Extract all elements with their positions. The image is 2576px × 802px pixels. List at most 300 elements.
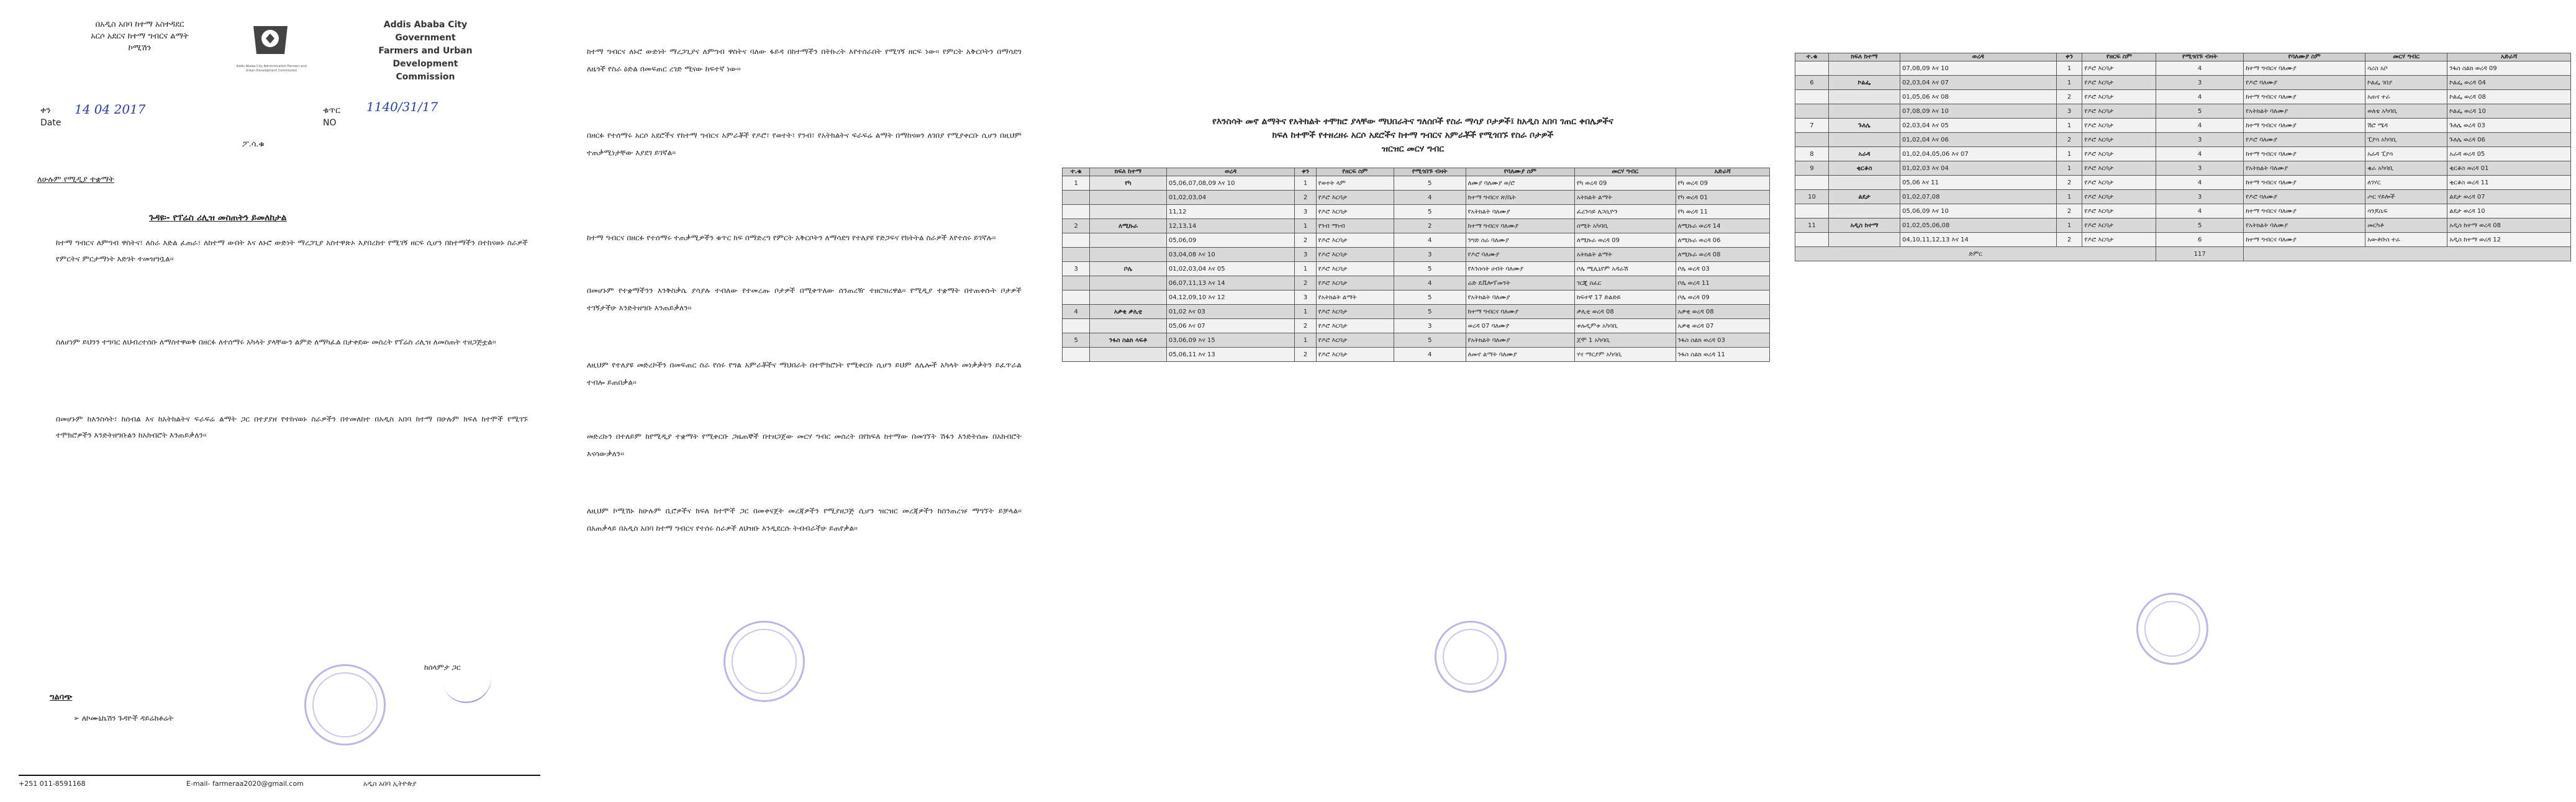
cell-day: 2 [2056,176,2082,190]
cell-subcity: ጉለሌ [1828,119,1900,133]
cell-field: የዶሮ እርባታ [2082,147,2156,161]
cell-no: 1 [1063,176,1090,191]
column-header: ተ.ቁ [1063,168,1090,176]
cell-field: የዶሮ እርባታ [1316,305,1394,319]
total-label: ድምር [1795,247,2156,261]
page2-paragraph: ከተማ ግብርና በዘርፉ የተሰማሩ ተጠቃሚዎችን ቁጥር ከፍ በማድረግ የምርት አቅርቦትን ለማሳደግ የተለያዩ የድጋፍና የክትትል ስራዎች እየተሰሩ ይገኛሉ፡፡ [587,233,996,242]
cell-program: ቄራ አካባቢ [2365,161,2447,176]
cell-subcity: የካ [1090,176,1167,191]
cell-subcity: ንፋስ ስልክ ላፍቶ [1090,333,1167,348]
cell-count: 5 [1394,305,1466,319]
cell-day: 1 [1295,333,1316,348]
cell-subcity [1090,348,1167,362]
cell-addr: ቦሌ ወረዳ 09 [1676,291,1769,305]
cell-woreda: 04,12,09,10 እና 12 [1166,291,1294,305]
cell-no: 4 [1063,305,1090,319]
cell-program: የካ ወረዳ 09 [1575,176,1676,191]
cell-day: 2 [1295,348,1316,362]
cell-count: 4 [1394,191,1466,205]
cell-no [1063,205,1090,219]
cell-program: ጀሞ 1 አካባቢ [1575,333,1676,348]
cell-no [1795,204,1829,219]
cell-subcity [1090,319,1167,333]
cell-day: 1 [1295,305,1316,319]
cell-expert: ለሙያ ባለሙያ ወ/ሮ [1466,176,1574,191]
cell-woreda: 12,13,14 [1166,219,1294,233]
cell-addr: የካ ወረዳ 01 [1676,191,1769,205]
cell-program: አትክልት ልማት [1575,248,1676,262]
cell-count: 5 [1394,205,1466,219]
cell-field: የዶሮ እርባታ [2082,61,2156,76]
cell-addr: ለሚኩራ ወረዳ 06 [1676,233,1769,248]
cell-count: 3 [2156,133,2244,147]
cell-day: 2 [1295,276,1316,291]
commission-logo-icon [241,14,300,66]
cell-woreda: 05,06 እና 11 [1900,176,2056,190]
cell-expert: የዶሮ ባለሙያ [2244,133,2365,147]
cell-woreda: 03,06,09 እና 15 [1166,333,1294,348]
cell-count: 4 [1394,233,1466,248]
cell-expert: ወረዳ 07 ባለሙያ [1466,319,1574,333]
cell-count: 4 [1394,276,1466,291]
cell-field: የአትክልት ልማት [1316,291,1394,305]
cell-count: 4 [1394,348,1466,362]
schedule-title [1062,115,1764,156]
cell-no: 6 [1795,76,1829,90]
cc-item-text: ለኮሙኒኬሽን ጉዳዮች ዳይሬክቶሬት [81,714,174,723]
table-row [1795,219,2571,233]
cell-subcity: ኮልፌ [1828,76,1900,90]
column-header: መርሃ ግብር [1575,168,1676,176]
column-header: ቀን [1295,168,1316,176]
footer-city: አዲስ አበባ ኢትዮጵያ [363,780,417,788]
column-header: ወረዳ [1166,168,1294,176]
table-row [1795,233,2571,247]
page2-paragraph: ከተማ ግብርና ለኑሮ ውድነት ማረጋጊያና ለምግብ ዋስትና ባለው ፋይዳ በከተማችን በትኩረት እየተሰራበት የሚገኝ ዘርፍ ነው፡፡ የምርት አቅርቦትን በማሳደግ ለዜጎች የስራ ዕድል በመፍጠር ረገድ ሚናው ከፍተኛ ነው፡፡ [587,47,1022,73]
cell-woreda: 01,02,03 እና 04 [1900,161,2056,176]
schedule-title-line: ዝርዝር መርሃ ግብር [1381,144,1444,154]
total-blank [2244,247,2571,261]
cell-program: አጠና ተራ [2365,90,2447,104]
column-header: መርሃ ግብር [2365,53,2447,61]
letter-paragraph: በመሆኑም ከእንስሳት፣ ከሰብል እና ከአትክልትና ፍራፍሬ ልማት ጋር በተያያዘ የተከናወኑ ስራዎችን በተመለከተ በአዲስ አበባ ከተማ በሁሉም ክፍለ ከተሞች የሚገኙ ተሞክሮዎችን እንድትዘግቡልን ከአክብሮት እንጠይቃለን፡፡ [56,415,528,439]
schedule-page-2 [1789,0,2576,802]
addressee: ለሁሉም የሚዲያ ተቋማት [37,175,114,184]
cell-expert: የአትክልት ባለሙያ [1466,333,1574,348]
cell-expert: የዶሮ ባለሙያ [1466,248,1574,262]
cell-no: 3 [1063,262,1090,276]
cell-expert: ከተማ ግብርና ባለሙያ [2244,176,2365,190]
logo-caption: Addis Ababa City Administration Farmers and Urban Development Commission [236,65,307,73]
official-stamp [723,621,805,702]
cell-program: ኮልፌ ገበያ [2365,76,2447,90]
cell-day: 2 [1295,319,1316,333]
letterhead-en-line: Commission [396,72,455,82]
cell-addr: ጉለሌ ወረዳ 06 [2447,133,2571,147]
cell-day: 1 [2056,147,2082,161]
cell-count: 4 [2156,147,2244,161]
cell-day: 3 [2056,104,2082,119]
table-row [1063,276,1770,291]
cell-no [1063,276,1090,291]
cell-count: 3 [1394,319,1466,333]
cell-count: 4 [2156,61,2244,76]
cell-field: የዶሮ እርባታ [2082,233,2156,247]
cell-woreda: 01,02 እና 03 [1166,305,1294,319]
cell-woreda: 01,02,04 እና 06 [1900,133,2056,147]
cell-addr: ለሚኩራ ወረዳ 14 [1676,219,1769,233]
letterhead-am-line: ኮሚሽን [128,43,152,53]
cell-no [1063,233,1090,248]
cell-no [1063,348,1090,362]
total-row [1795,247,2571,261]
cell-program: ሳንጆሴፍ [2365,204,2447,219]
continuation-page [559,0,1043,802]
cell-field: የዶሮ እርባታ [2082,119,2156,133]
cell-addr: ልደታ ወረዳ 07 [2447,190,2571,204]
cell-day: 3 [1295,205,1316,219]
cell-count: 5 [1394,176,1466,191]
cell-count: 4 [2156,176,2244,190]
cell-no [1795,176,1829,190]
cell-day: 1 [2056,61,2082,76]
cell-addr: አዲስ ከተማ ወረዳ 08 [2447,219,2571,233]
cell-program: ለገሃር [2365,176,2447,190]
cell-field: የዶሮ እርባታ [1316,205,1394,219]
cell-no [1063,191,1090,205]
cell-addr: አቃቂ ወረዳ 07 [1676,319,1769,333]
cell-woreda: 05,06,11 እና 13 [1166,348,1294,362]
footer-divider [19,775,540,776]
cell-program: ከፍተኛ 17 ድልድይ [1575,291,1676,305]
cell-expert: ከተማ ግብርና ባለሙያ [2244,147,2365,161]
cell-no [1795,233,1829,247]
cell-addr: የካ ወረዳ 09 [1676,176,1769,191]
cell-woreda: 05,06,09 እና 10 [1900,204,2056,219]
cc-item: ➢ ለኮሙኒኬሽን ጉዳዮች ዳይሬክቶሬት [73,714,174,723]
cell-count: 5 [1394,333,1466,348]
cell-woreda: 01,05,06 እና 08 [1900,90,2056,104]
official-stamp [2136,593,2208,665]
cell-addr: ንፋስ ስልክ ወረዳ 09 [2447,61,2571,76]
ref-label-en: NO [323,118,337,128]
total-value: 117 [2156,247,2244,261]
footer-email: E-mail- farmeraa2020@gmail.com [186,780,304,788]
cell-count: 2 [1394,219,1466,233]
cell-field: የዶሮ እርባታ [2082,161,2156,176]
table-row [1795,76,2571,90]
cell-program: ቃሊቲ ወረዳ 08 [1575,305,1676,319]
cell-woreda: 01,02,05,06,08 [1900,219,2056,233]
table-row [1063,333,1770,348]
cell-field: የዶሮ እርባታ [2082,90,2156,104]
date-label-en: Date [40,118,61,128]
cell-woreda: 07,08,09 እና 10 [1900,104,2056,119]
cell-field: የዶሮ እርባታ [2082,76,2156,90]
table-row [1795,104,2571,119]
table-row [1795,176,2571,190]
cell-subcity [1828,233,1900,247]
cell-no: 5 [1063,333,1090,348]
letterhead-am-line: በአዲስ አበባ ከተማ አስተዳደር [95,20,184,29]
cell-no [1795,104,1829,119]
cell-addr: አቃቂ ወረዳ 08 [1676,305,1769,319]
cell-expert: ከተማ ግብርና ባለሙያ [2244,119,2365,133]
cell-subcity [1828,133,1900,147]
column-header: የዘርፍ ስም [2082,53,2156,61]
cell-subcity [1090,191,1167,205]
cell-field: የዶሮ እርባታ [2082,176,2156,190]
table-row [1795,61,2571,76]
cell-woreda: 06,07,11,13 እና 14 [1166,276,1294,291]
cell-day: 2 [1295,233,1316,248]
cell-field: የዶሮ እርባታ [1316,319,1394,333]
cell-program: ቱሉዲምቱ አካባቢ [1575,319,1676,333]
cell-program: ቦሌ ሚሊኒየም አዳራሽ [1575,262,1676,276]
cell-no: 7 [1795,119,1829,133]
cell-no: 9 [1795,161,1829,176]
cell-subcity: አቃቂ ቃሊቲ [1090,305,1167,319]
cell-no [1063,319,1090,333]
cell-addr: ቂርቆስ ወረዳ 01 [2447,161,2571,176]
cell-expert: ከተማ ግብርና ባለሙያ [1466,305,1574,319]
cell-program: ለሚኩራ ወረዳ 09 [1575,233,1676,248]
cell-addr: ቦሌ ወረዳ 11 [1676,276,1769,291]
cell-subcity [1090,248,1167,262]
cell-expert: የዶሮ ባለሙያ [2244,76,2365,90]
cc-title: ግልባጭ [50,693,73,702]
cell-addr: አዲስ ከተማ ወረዳ 12 [2447,233,2571,247]
signature [442,672,496,708]
cell-program: ሰሚት አካባቢ [1575,219,1676,233]
cell-count: 5 [1394,262,1466,276]
cell-subcity [1090,205,1167,219]
cell-addr: ቦሌ ወረዳ 03 [1676,262,1769,276]
cell-no: 2 [1063,219,1090,233]
table-row [1063,262,1770,276]
cell-count: 5 [2156,219,2244,233]
ref-value: 1140/31/17 [366,99,438,114]
letterhead-amharic [59,19,220,54]
cell-field: የዶሮ እርባታ [2082,133,2156,147]
letterhead-english [360,19,491,84]
signer: ከሰላምታ ጋር [424,663,461,672]
cell-program: ጦር ሃይሎች [2365,190,2447,204]
table-row [1063,305,1770,319]
cell-addr: ኮልፌ ወረዳ 10 [2447,104,2571,119]
cell-expert: የአትክልት ባለሙያ [2244,104,2365,119]
cell-day: 2 [2056,204,2082,219]
cell-woreda: 05,06,09 [1166,233,1294,248]
cell-woreda: 03,04,08 እና 10 [1166,248,1294,262]
cell-field: የዶሮ እርባታ [2082,204,2156,219]
cell-woreda: 02,03,04 እና 07 [1900,76,2056,90]
cell-addr: አራዳ ወረዳ 05 [2447,147,2571,161]
letter-paragraph: ከተማ ግብርና ለምግብ ዋስትና፣ ለስራ እድል ፈጠራ፣ ለከተማ ውበት እና ለኑሮ ውድነት ማረጋጊያ አስተዋጽኦ እያበረከተ የሚገኝ ዘርፍ ሲሆን በከተማችን በተከናወኑ ስራዎች የምርትና ምርታማነት እድገት ተመዝግቧል፡፡ [56,238,528,263]
table-row [1063,233,1770,248]
cell-field: የዶሮ እርባታ [1316,233,1394,248]
cell-day: 1 [1295,262,1316,276]
cell-no: 11 [1795,219,1829,233]
column-header: የሚጎበኙ ብዛት [1394,168,1466,176]
cell-field: የዶሮ እርባታ [1316,333,1394,348]
column-header: የባለሙያ ስም [1466,168,1574,176]
cell-expert: ከተማ ግብርና ባለሙያ [2244,233,2365,247]
cell-addr: ኮልፌ ወረዳ 04 [2447,76,2571,90]
cell-day: 3 [1295,248,1316,262]
cell-addr: ንፋስ ስልክ ወረዳ 03 [1676,333,1769,348]
cell-addr: ጉለሌ ወረዳ 03 [2447,119,2571,133]
cell-subcity: ለሚኩራ [1090,219,1167,233]
letter-page [0,0,559,802]
table-row [1063,176,1770,191]
schedule-title-line: የእንስሳት መኖ ልማትና የአትክልት ተሞክሮ ያላቸው ማህበራትና ግለሰቦች የስራ ማሳያ ቦታዎች፤ ከአዲስ አበባ ገጠር ቀበሌዎችና [1212,117,1613,127]
cell-expert: የአትክልት ባለሙያ [2244,219,2365,233]
cell-subcity [1828,90,1900,104]
cell-program: ሽሮ ሜዳ [2365,119,2447,133]
cell-day: 2 [2056,90,2082,104]
letterhead-en-line: Farmers and Urban Development [378,46,473,69]
cell-day: 1 [2056,119,2082,133]
cell-program: ሃና ማርያም አካባቢ [1575,348,1676,362]
table-row [1063,291,1770,305]
cell-no: 10 [1795,190,1829,204]
cell-expert: ከተማ ግብርና ባለሙያ [2244,90,2365,104]
cell-program: መርካቶ [2365,219,2447,233]
table-row [1063,191,1770,205]
cell-subcity [1828,176,1900,190]
cell-program: ሳሪስ አቦ [2365,61,2447,76]
date-value: 14 04 2017 [75,102,146,117]
cell-field: የዶሮ እርባታ [2082,104,2156,119]
letter-paragraph: ስለሆነም ይህንን ተግባር ለህብረተሰቡ ለማስተዋወቅ በዘርፉ ለተሰማሩ አካላት ያላቸውን ልምድ ለማካፈል በታቀደው መሰረት የፕሬስ ሪሊዝ ለመስጠት ተዘጋጅቷል፡፡ [56,338,496,346]
page2-paragraph: ለዚህም የተለያዩ መድረኮችን በመፍጠር ስራ የሰሩ የግል አምራቾችና ማህበራት በተሞክሮነት የሚቀርቡ ሲሆን ይህም ለሌሎች አካላት መነቃቃትን ይፈጥራል ተብሎ ይጠበቃል፡፡ [587,361,1022,387]
table-row [1795,90,2571,104]
cell-no [1795,133,1829,147]
cell-no [1063,248,1090,262]
cell-program: ፒያሳ አካባቢ [2365,133,2447,147]
cell-woreda: 07,08,09 እና 10 [1900,61,2056,76]
cell-field: የንብ ማነብ [1316,219,1394,233]
cell-day: 1 [2056,76,2082,90]
cell-count: 4 [2156,119,2244,133]
column-header: አድራሻ [1676,168,1769,176]
page2-paragraph: መድረኩን በተለይም ከየሚዲያ ተቋማት የሚቀርቡ ጋዜጠኞች በተዘጋጀው መርሃ ግብር መሰረት በየክፍለ ከተማው በመገኘት ሽፋን እንድትሰጡ በአክብሮት እናሳውቃለን፡፡ [587,432,1022,458]
cell-day: 3 [1295,291,1316,305]
cell-subcity [1828,104,1900,119]
cell-woreda: 02,03,04 እና 05 [1900,119,2056,133]
column-header: የባለሙያ ስም [2244,53,2365,61]
column-header: ክፍለ ከተማ [1828,53,1900,61]
page2-paragraph: በዘርፉ የተሰማሩ አርሶ አደሮችና የከተማ ግብርና አምራቾች የዶሮ፣ የወተት፣ የንብ፣ የአትክልትና ፍራፍሬ ልማት በማከናወን ለገበያ የሚያቀርቡ ሲሆን በዚህም ተጠቃሚነታቸው እያደገ ይገኛል፡፡ [587,131,1022,157]
cell-day: 2 [1295,191,1316,205]
cell-count: 4 [2156,90,2244,104]
column-header: ክፍለ ከተማ [1090,168,1167,176]
cell-no: 8 [1795,147,1829,161]
column-header: ወረዳ [1900,53,2056,61]
cell-expert: የዶሮ ባለሙያ [2244,190,2365,204]
cell-subcity [1090,291,1167,305]
cell-subcity [1090,276,1167,291]
cell-woreda: 01,02,07,08 [1900,190,2056,204]
cell-no [1795,61,1829,76]
cell-no [1063,291,1090,305]
ref-label-am: ቁጥር [323,106,340,115]
page2-paragraph: ለዚህም ኮሚሽኑ ከሁሉም ቢሮዎችና ክፍለ ከተሞች ጋር በመቀናጀት መረጃዎችን የሚያዘጋጅ ሲሆን ዝርዝር መረጃዎችን ከሰንጠረዡ ማግኘት ይቻላል፡፡ በአጠቃላይ በአዲስ አበባ ከተማ ግብርና የተሰሩ ስራዎች ለህዝቡ እንዲደርሱ ትብብራችሁ ይጠየቃል፡፡ [587,507,1022,533]
cell-count: 5 [1394,291,1466,305]
table-row [1063,248,1770,262]
cell-count: 3 [2156,161,2244,176]
cell-field: የወተት ላም [1316,176,1394,191]
official-stamp [1435,621,1507,693]
cell-program: አውቶቡስ ተራ [2365,233,2447,247]
cell-day: 1 [2056,161,2082,176]
table-row [1063,348,1770,362]
footer-phone: +251 011-8591168 [19,780,86,788]
pobox: ፖ.ሳ.ቁ [242,140,265,149]
cell-count: 3 [2156,190,2244,204]
cell-program: አትክልት ልማት [1575,191,1676,205]
table-header-row [1063,168,1770,176]
table-row [1063,205,1770,219]
table-row [1795,204,2571,219]
cell-woreda: 05,06 እና 07 [1166,319,1294,333]
column-header: ተ.ቁ [1795,53,1829,61]
cell-count: 3 [1394,248,1466,262]
cell-expert: የአትክልት ባለሙያ [1466,205,1574,219]
official-stamp [304,664,386,746]
cell-day: 2 [2056,133,2082,147]
cell-field: የዶሮ እርባታ [1316,348,1394,362]
cell-addr: ቂርቆስ ወረዳ 11 [2447,176,2571,190]
cell-subcity: ልደታ [1828,190,1900,204]
cell-field: የዶሮ እርባታ [1316,262,1394,276]
cell-addr: ኮልፌ ወረዳ 08 [2447,90,2571,104]
cell-field: የዶሮ እርባታ [2082,190,2156,204]
cell-subcity: አዲስ ከተማ [1828,219,1900,233]
column-header: አድራሻ [2447,53,2571,61]
cell-day: 1 [1295,219,1316,233]
table-header-row [1795,53,2571,61]
cell-field: የዶሮ እርባታ [2082,219,2156,233]
cell-expert: ከተማ ግብርና ባለሙያ [2244,61,2365,76]
cell-program: አራዳ ፒያሳ [2365,147,2447,161]
cell-woreda: 11,12 [1166,205,1294,219]
cell-count: 4 [2156,204,2244,219]
table-row [1795,133,2571,147]
letterhead-en-line: Addis Ababa City Government [383,20,468,43]
table-row [1795,190,2571,204]
cell-expert: ከተማ ግብርና ባለሙያ [1466,219,1574,233]
cell-woreda: 01,02,03,04 እና 05 [1166,262,1294,276]
cell-addr: ልደታ ወረዳ 10 [2447,204,2571,219]
cell-woreda: 04,10,11,12,13 እና 14 [1900,233,2056,247]
cell-woreda: 01,02,04,05,06 እና 07 [1900,147,2056,161]
cell-expert: የአትክልት ባለሙያ [1466,291,1574,305]
cell-subcity [1090,233,1167,248]
cell-count: 5 [2156,104,2244,119]
cell-field: የዶሮ እርባታ [1316,248,1394,262]
cell-expert: ሬድ ዴቬሎፕመንት [1466,276,1574,291]
cell-day: 2 [2056,233,2082,247]
subject-line: ጉዳዩ፡- የፕሬስ ሪሊዝ መስጠትን ይመለከታል [149,213,287,223]
table-row [1795,161,2571,176]
letterhead-am-line: አርሶ አደርና ከተማ ግብርና ልማት [91,32,189,41]
table-row [1795,119,2571,133]
column-header: የዘርፍ ስም [1316,168,1394,176]
column-header: የሚጎበኙ ብዛት [2156,53,2244,61]
page2-paragraph: በመሆኑም የተቋማችንን እንቅስቃሴ ያሳያሉ ተብለው የተመረጡ ቦታዎች በሚቀጥለው ሰንጠረዥ ተዘርዝረዋል፡፡ የሚዲያ ተቋማት በተጠቀሱት ቦታዎች ተገኝታችሁ እንድትዘግቡ እንጠይቃለን፡፡ [587,286,1022,312]
